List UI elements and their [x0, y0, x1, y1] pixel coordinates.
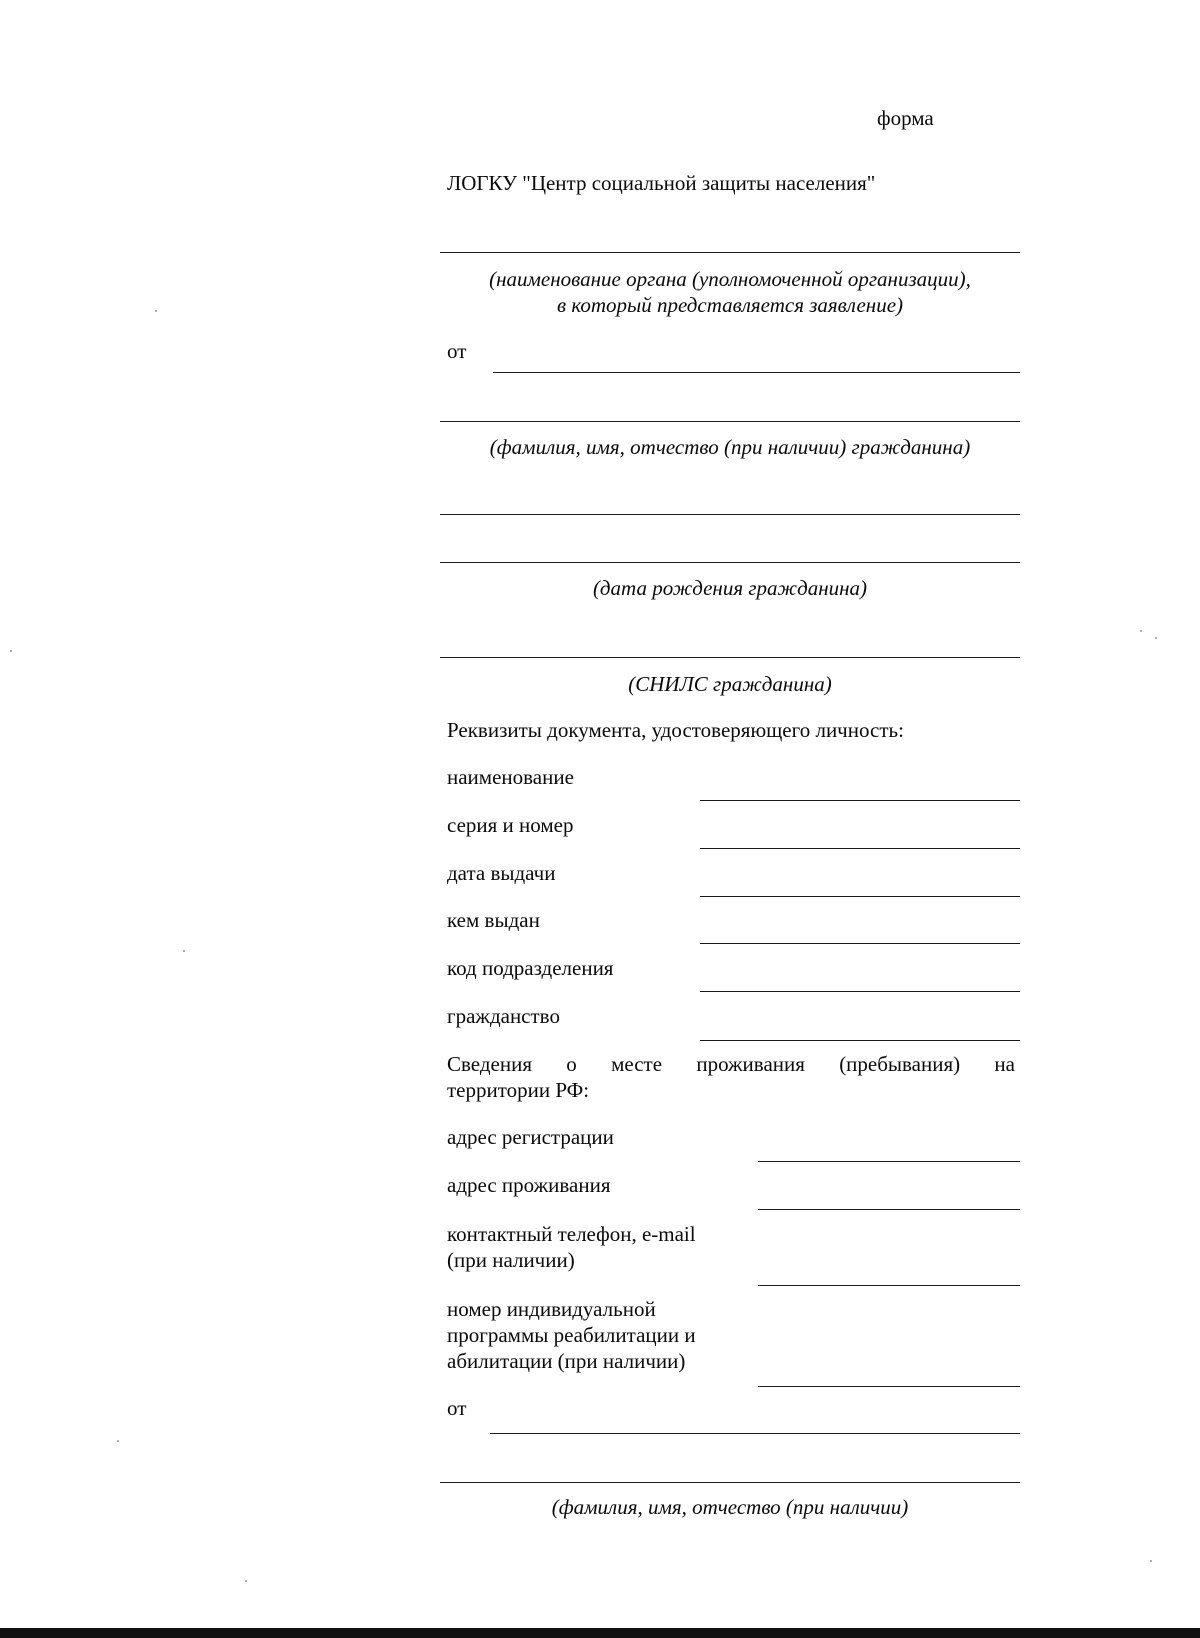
field-label-program-2: программы реабилитации и — [447, 1323, 696, 1347]
field-line-series[interactable] — [700, 848, 1020, 849]
field-line-dept-code[interactable] — [700, 991, 1020, 992]
from-line-2[interactable] — [490, 1433, 1020, 1434]
fio-line[interactable] — [440, 421, 1020, 422]
scan-speck — [1150, 1560, 1152, 1562]
field-label-dept-code: код подразделения — [447, 956, 614, 980]
residence-heading-part1: Сведения о месте проживания (пребывания) на — [447, 1052, 1015, 1076]
field-label-series: серия и номер — [447, 813, 574, 837]
field-line-issued-by[interactable] — [700, 943, 1020, 944]
field-label-program-3: абилитации (при наличии) — [447, 1349, 686, 1373]
field-line-contact[interactable] — [758, 1285, 1020, 1286]
snils-caption: (СНИЛС гражданина) — [628, 672, 832, 696]
field-label-name: наименование — [447, 765, 574, 789]
form-label: форма — [877, 106, 934, 130]
scan-edge-bar — [0, 1628, 1200, 1638]
field-label-reg-address: адрес регистрации — [447, 1125, 614, 1149]
field-label-issue-date: дата выдачи — [447, 861, 556, 885]
field-line-citizenship[interactable] — [700, 1040, 1020, 1041]
field-line-issue-date[interactable] — [700, 896, 1020, 897]
field-label-live-address: адрес проживания — [447, 1173, 611, 1197]
field-line-reg-address[interactable] — [758, 1161, 1020, 1162]
snils-line[interactable] — [440, 657, 1020, 658]
field-label-citizenship: гражданство — [447, 1004, 560, 1028]
scan-speck — [245, 1580, 247, 1582]
field-label-issued-by: кем выдан — [447, 908, 540, 932]
field-line-program[interactable] — [758, 1386, 1020, 1387]
scan-speck — [10, 650, 12, 652]
fio-citizen-caption: (фамилия, имя, отчество (при наличии) гражданина) — [489, 435, 971, 459]
field-label-contact-1: контактный телефон, e-mail — [447, 1222, 696, 1246]
from-label-2: от — [447, 1396, 467, 1420]
field-line-live-address[interactable] — [758, 1209, 1020, 1210]
identity-doc-heading: Реквизиты документа, удостоверяющего личность: — [447, 718, 904, 742]
from-line[interactable] — [493, 372, 1020, 373]
fio-line-2[interactable] — [440, 1482, 1020, 1483]
residence-heading-part2: территории РФ: — [447, 1078, 590, 1102]
field-label-contact-2: (при наличии) — [447, 1248, 575, 1272]
organization-name: ЛОГКУ "Центр социальной защиты населения" — [447, 171, 876, 195]
scan-speck — [1155, 637, 1157, 639]
scan-speck — [117, 1440, 119, 1442]
fio-bottom-caption: (фамилия, имя, отчество (при наличии) — [551, 1495, 909, 1519]
field-line-name[interactable] — [700, 800, 1020, 801]
organ-caption-2: в который представляется заявление) — [556, 293, 904, 317]
residence-heading — [447, 1051, 1015, 1077]
birth-date-caption: (дата рождения гражданина) — [592, 576, 868, 600]
organ-caption: (наименование органа (уполномоченной организации), — [489, 267, 971, 291]
birth-date-line[interactable] — [440, 562, 1020, 563]
extra-line[interactable] — [440, 514, 1020, 515]
from-label: от — [447, 339, 467, 363]
scan-speck — [155, 310, 157, 312]
organ-name-line[interactable] — [440, 252, 1020, 253]
scan-speck — [183, 950, 185, 952]
field-label-program-1: номер индивидуальной — [447, 1297, 656, 1321]
scan-speck — [1140, 630, 1142, 632]
